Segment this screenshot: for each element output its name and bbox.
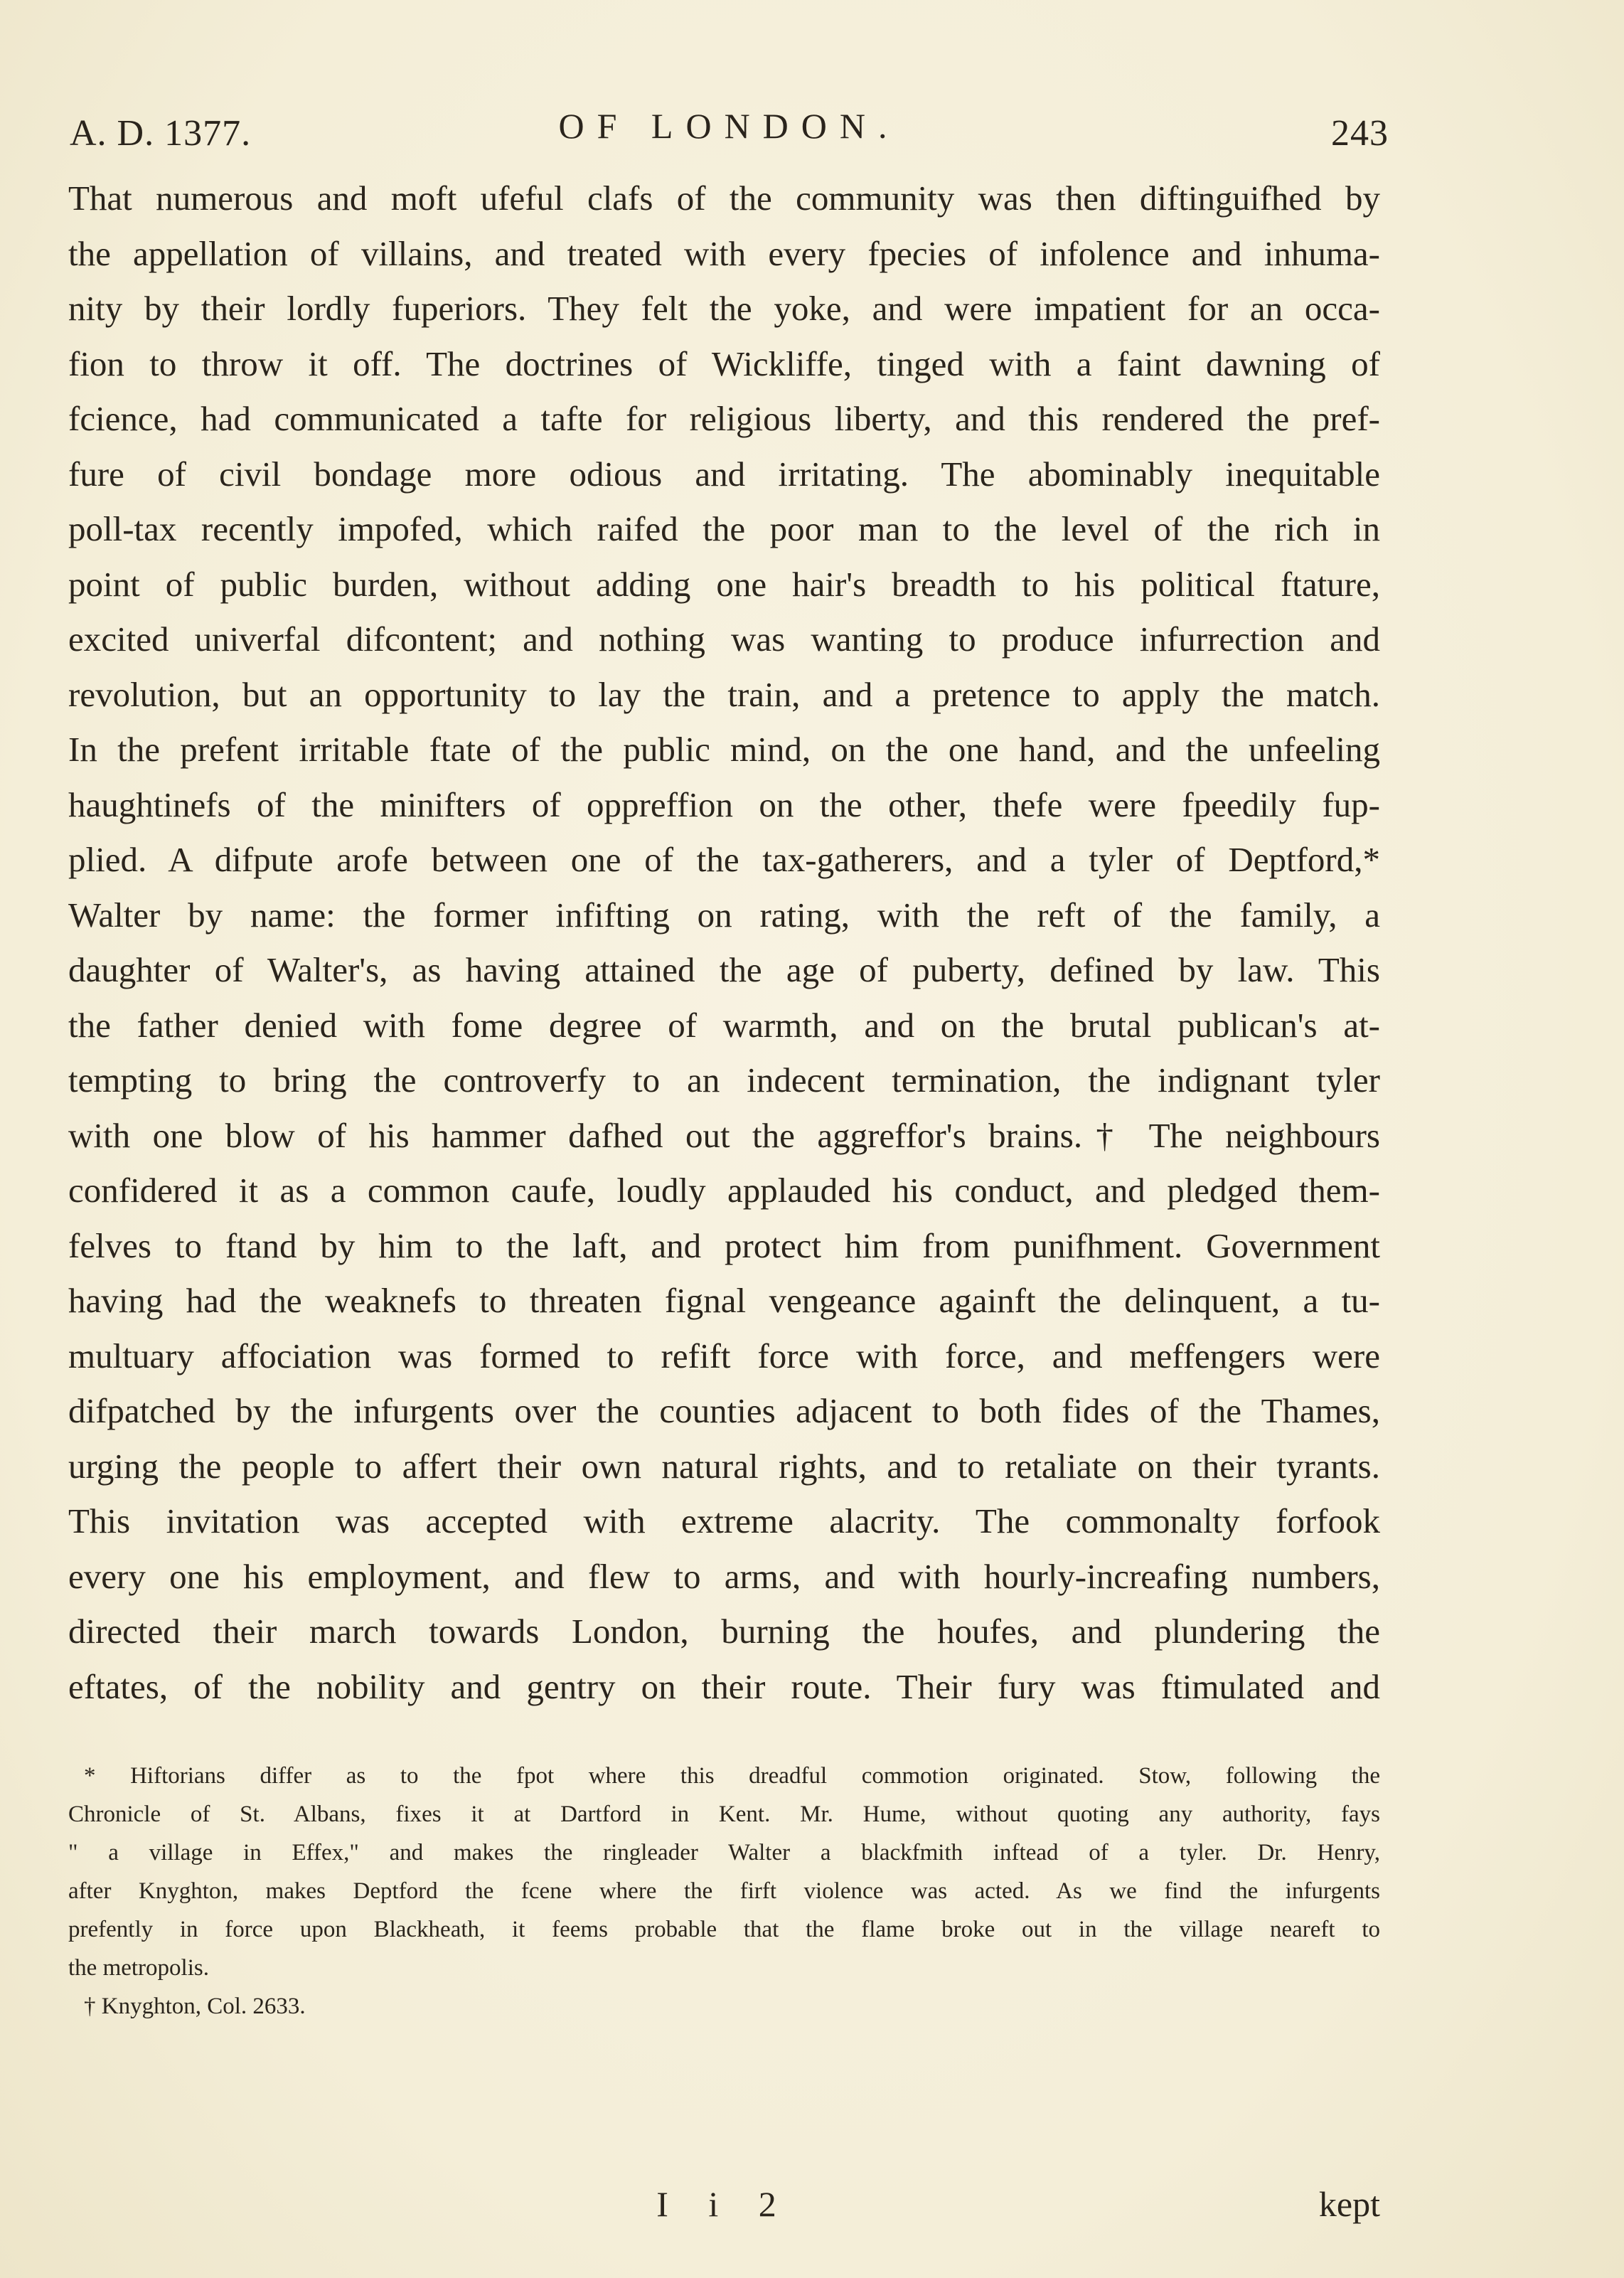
footnotes (68, 1757, 1380, 2026)
signature-mark: I i 2 (656, 2184, 792, 2224)
header-year: A. D. 1377. (70, 113, 252, 154)
text-line: the father denied with fome degree of warmth, and on the brutal publican's at- (68, 1005, 1380, 1045)
header-title: OF LONDON. (558, 106, 900, 146)
text-line: multuary affociation was formed to refift force with force, and meffengers were (68, 1336, 1380, 1375)
footnote-line: " a village in Effex," and makes the ringleader Walter a blackfmith inftead of a tyler. Dr. Henry, (68, 1840, 1380, 1865)
text-line: nity by their lordly fuperiors. They felt the yoke, and were impatient for an occa- (68, 289, 1380, 328)
running-header (70, 100, 1389, 156)
page-footer (68, 2176, 1380, 2233)
footnote-line: the metropolis. (68, 1955, 209, 1981)
page-number: 243 (1331, 113, 1389, 154)
text-line: every one his employment, and flew to arms, and with hourly-increafing numbers, (68, 1556, 1380, 1596)
footnote-line: after Knyghton, makes Deptford the fcene where the firft violence was acted. As we find the infurgents (68, 1878, 1380, 1904)
text-line: felves to ftand by him to the laft, and protect him from punifhment. Government (68, 1225, 1380, 1265)
text-line: revolution, but an opportunity to lay the train, and a pretence to apply the match. (68, 674, 1380, 714)
text-line: excited univerfal difcontent; and nothing was wanting to produce infurrection and (68, 619, 1380, 659)
text-line: This invitation was accepted with extreme alacrity. The commonalty forfook (68, 1501, 1380, 1540)
text-line: with one blow of his hammer dafhed out the aggreffor's brains.† The neighbours (68, 1115, 1380, 1155)
text-line: fion to throw it off. The doctrines of Wickliffe, tinged with a faint dawning of (68, 344, 1380, 383)
text-line: point of public burden, without adding one hair's breadth to his political ftature, (68, 564, 1380, 604)
text-line: Walter by name: the former infifting on rating, with the reft of the family, a (68, 895, 1380, 935)
text-line: haughtinefs of the minifters of oppreffion on the other, thefe were fpeedily fup- (68, 784, 1380, 824)
footnote-line: prefently in force upon Blackheath, it feems probable that the flame broke out in the village neareft to (68, 1917, 1380, 1942)
text-line: tempting to bring the controverfy to an indecent termination, the indignant tyler (68, 1060, 1380, 1100)
text-line: fure of civil bondage more odious and irritating. The abominably inequitable (68, 454, 1380, 494)
main-text (68, 171, 1380, 1714)
text-line: poll-tax recently impofed, which raifed the poor man to the level of the rich in (68, 509, 1380, 548)
text-line: difpatched by the infurgents over the counties adjacent to both fides of the Thames, (68, 1391, 1380, 1430)
text-line: fcience, had communicated a tafte for religious liberty, and this rendered the pref- (68, 399, 1380, 438)
text-line: That numerous and moft ufeful clafs of the community was then diftinguifhed by (68, 179, 1380, 218)
text-line: the appellation of villains, and treated with every fpecies of infolence and inhuma- (68, 233, 1380, 273)
text-line: directed their march towards London, burning the houfes, and plundering the (68, 1612, 1380, 1651)
text-line: plied. A difpute arofe between one of the tax-gatherers, and a tyler of Deptford,* (68, 840, 1380, 879)
text-line: confidered it as a common caufe, loudly applauded his conduct, and pledged them- (68, 1171, 1380, 1210)
text-line: eftates, of the nobility and gentry on their route. Their fury was ftimulated and (68, 1666, 1380, 1706)
text-line: In the prefent irritable ftate of the public mind, on the one hand, and the unfeeling (68, 730, 1380, 769)
footnote-line: * Hiftorians differ as to the fpot where this dreadful commotion originated. Stow, following the (84, 1763, 1380, 1789)
catchword: kept (1318, 2184, 1380, 2224)
footnote-line: Chronicle of St. Albans, fixes it at Dartford in Kent. Mr. Hume, without quoting any authority, fays (68, 1801, 1380, 1827)
text-line: urging the people to affert their own natural rights, and to retaliate on their tyrants. (68, 1446, 1380, 1486)
footnote-line: † Knyghton, Col. 2633. (84, 1994, 306, 2019)
text-line: daughter of Walter's, as having attained the age of puberty, defined by law. This (68, 950, 1380, 989)
text-line: having had the weaknefs to threaten fignal vengeance againft the delinquent, a tu- (68, 1281, 1380, 1320)
